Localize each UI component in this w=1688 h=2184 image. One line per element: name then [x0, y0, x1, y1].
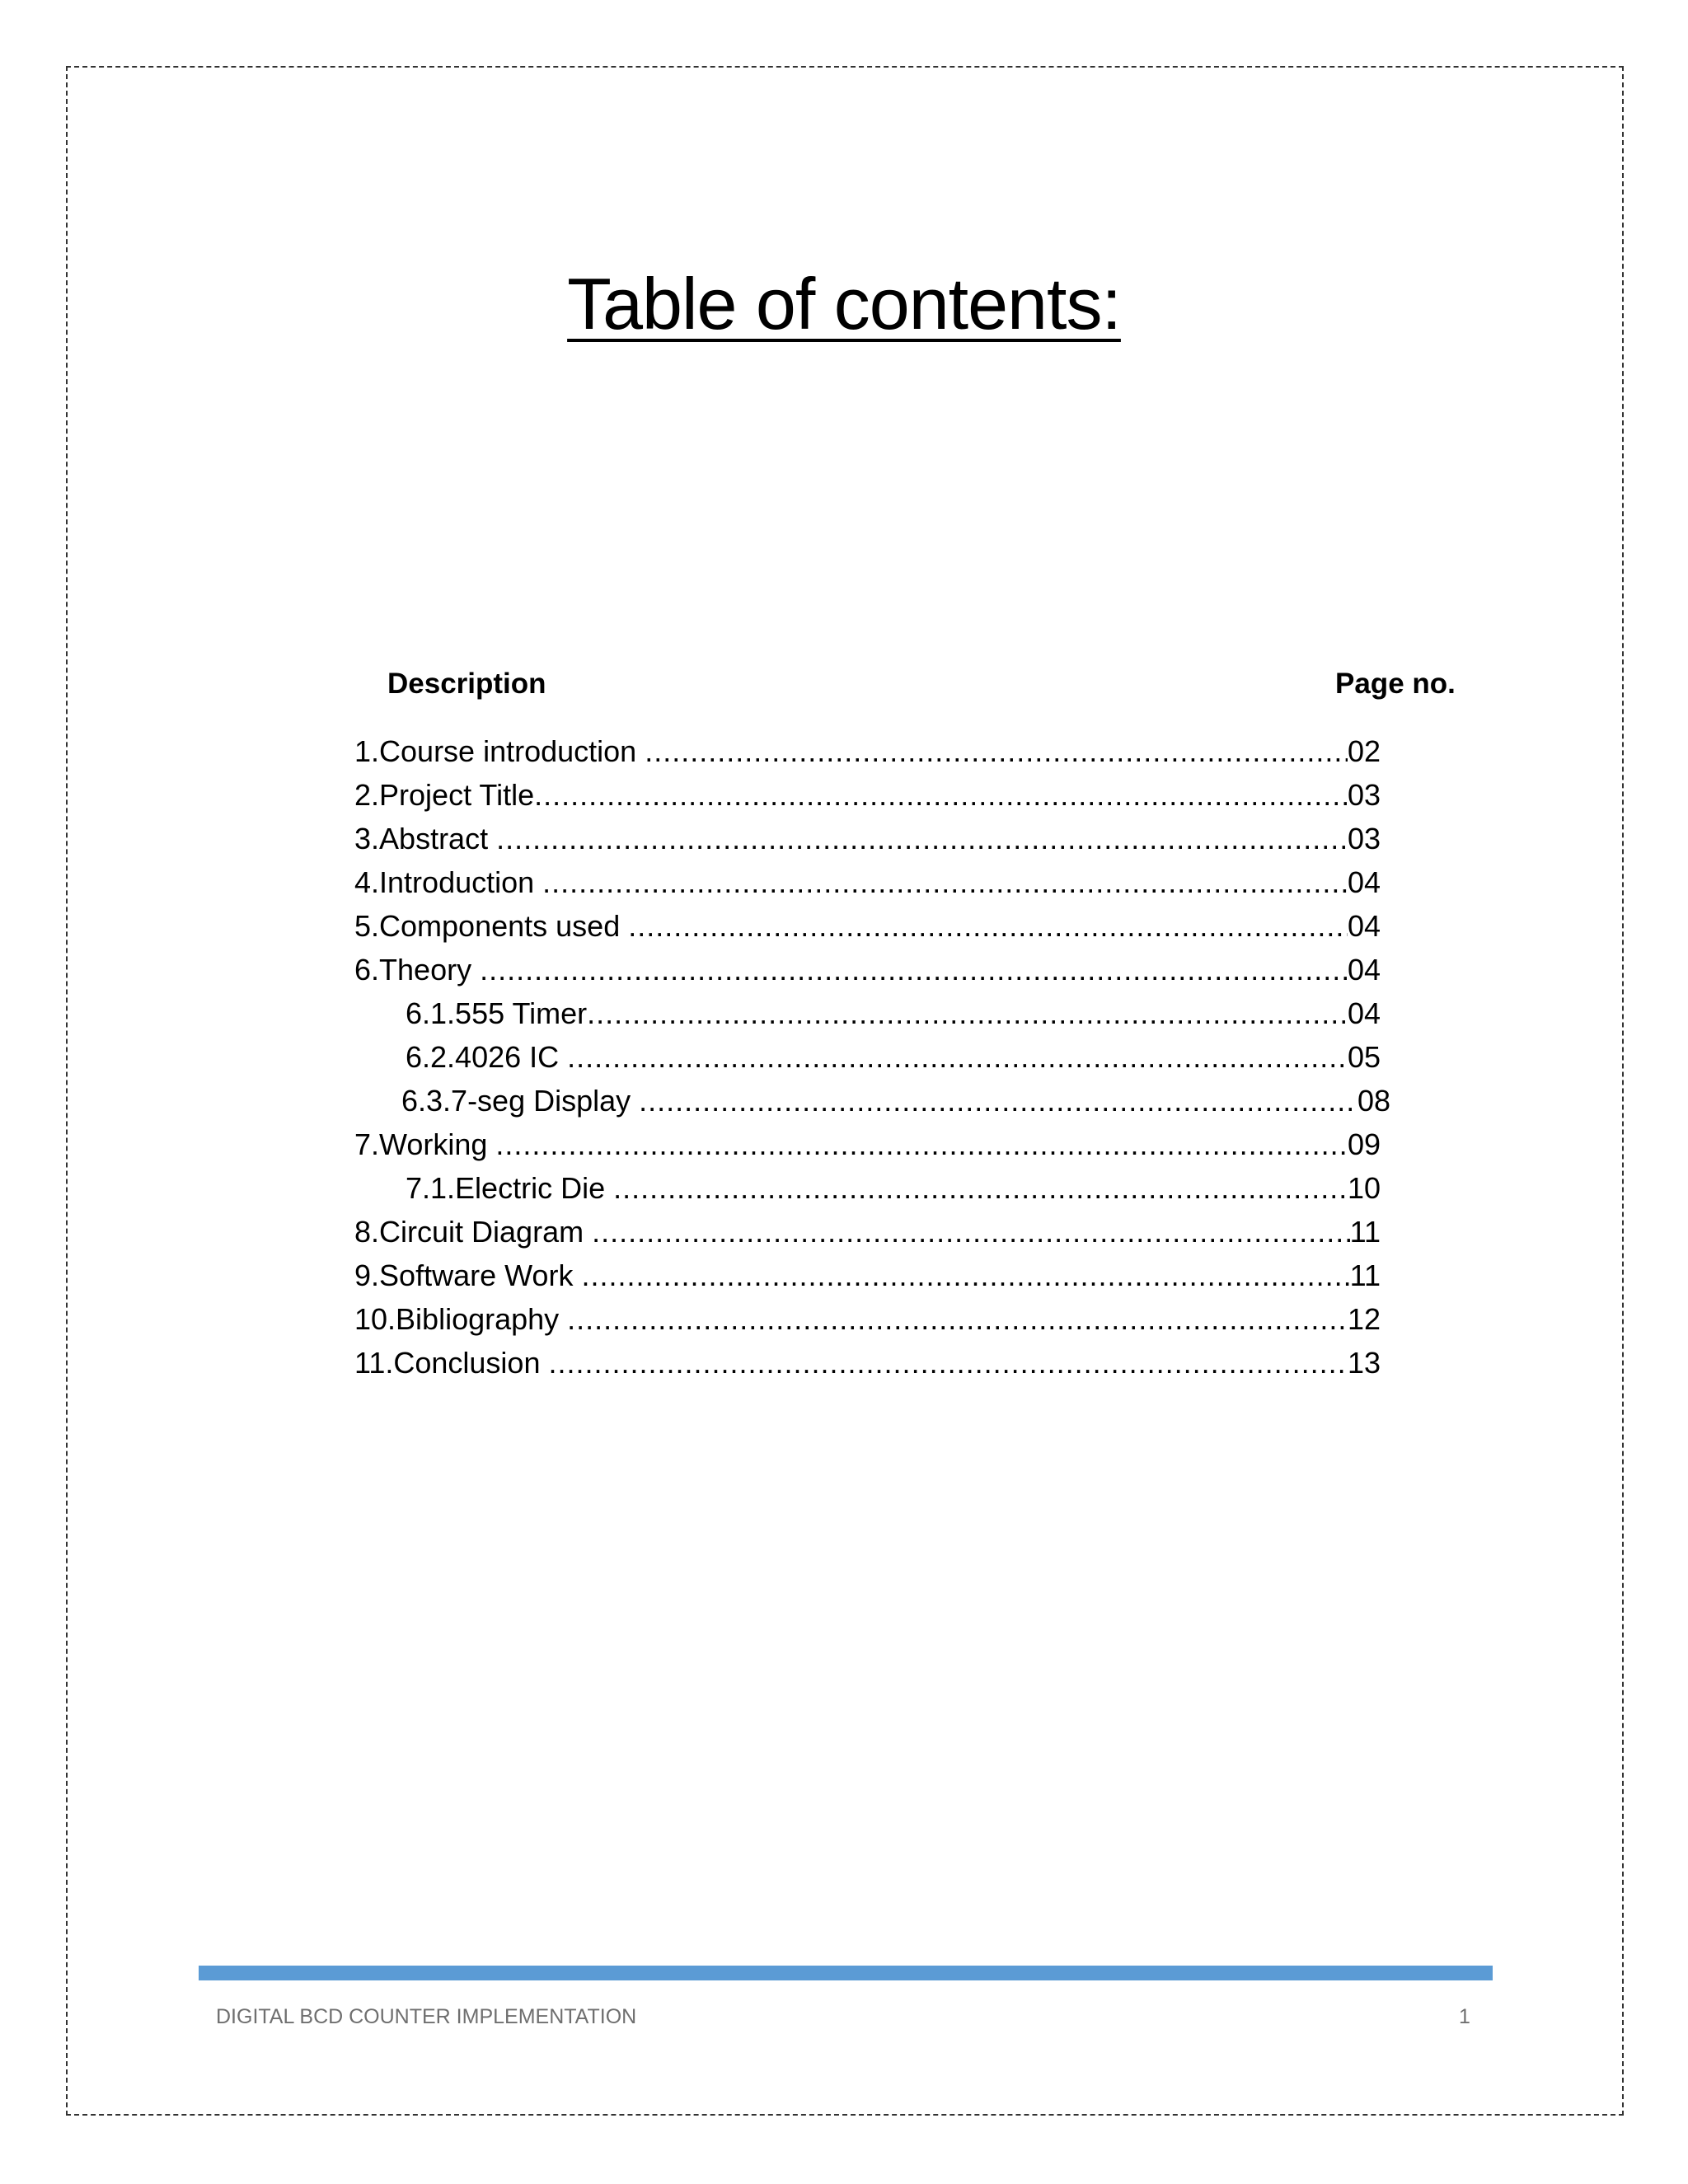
toc-entry[interactable] — [354, 950, 1381, 990]
toc-entry[interactable] — [406, 1169, 1381, 1208]
toc-entry[interactable] — [354, 1300, 1381, 1339]
toc-entry-label: Introduction — [379, 865, 535, 899]
toc-entry-label: Theory — [379, 953, 472, 987]
toc-entry-number: 4. — [354, 865, 380, 899]
toc-entry-number: 7. — [354, 1127, 380, 1161]
toc-entry-number: 5. — [354, 909, 380, 943]
toc-entry-number: 6.3. — [401, 1084, 452, 1118]
leader-dots — [587, 994, 1348, 1033]
toc-entry-label: Electric Die — [455, 1171, 606, 1205]
toc-entry[interactable] — [354, 1125, 1381, 1165]
toc-entry[interactable] — [354, 907, 1381, 946]
footer-bar — [199, 1966, 1493, 1980]
toc-entry-page: 03 — [1347, 822, 1381, 855]
toc-entry-label: Bibliography — [396, 1302, 560, 1336]
leader-dots — [542, 863, 1348, 902]
toc-entry-number: 2. — [354, 778, 380, 812]
footer-page-number: 1 — [1459, 2005, 1470, 2028]
leader-dots — [613, 1169, 1348, 1208]
toc-entry-page: 11 — [1349, 1215, 1381, 1249]
toc-entry-label: Components used — [379, 909, 621, 943]
leader-dots — [567, 1038, 1348, 1077]
leader-dots — [534, 776, 1348, 815]
toc-entry-label: Conclusion — [393, 1346, 541, 1380]
leader-dots — [548, 1343, 1347, 1383]
toc-entry-number: 6.2. — [406, 1040, 456, 1074]
leader-dots — [639, 1081, 1357, 1121]
toc-entry-label: 7-seg Display — [451, 1084, 631, 1118]
toc-entry[interactable] — [354, 1212, 1381, 1252]
toc-entry-number: 9. — [354, 1258, 380, 1292]
toc-entry[interactable] — [354, 819, 1381, 859]
description-header: Description — [387, 668, 546, 700]
toc-entry[interactable] — [354, 1256, 1381, 1296]
leader-dots — [480, 950, 1348, 990]
page-number-header: Page no. — [1335, 668, 1456, 700]
toc-entry[interactable] — [406, 994, 1381, 1033]
leader-dots — [581, 1256, 1349, 1296]
toc-entry-page: 13 — [1347, 1346, 1381, 1380]
toc-entry-page: 10 — [1347, 1171, 1381, 1205]
leader-dots — [628, 907, 1348, 946]
toc-entry-number: 6. — [354, 953, 380, 987]
toc-entry-page: 04 — [1347, 865, 1381, 899]
leader-dots — [495, 1125, 1348, 1165]
toc-entry-label: Working — [379, 1127, 488, 1161]
toc-entry-label: Course introduction — [379, 734, 637, 768]
toc-entry[interactable] — [354, 776, 1381, 815]
toc-entry-page: 04 — [1347, 996, 1381, 1030]
leader-dots — [645, 732, 1348, 771]
toc-entry-page: 02 — [1347, 734, 1381, 768]
leader-dots — [496, 819, 1348, 859]
toc-entry-label: Abstract — [379, 822, 489, 855]
toc-entry-page: 12 — [1347, 1302, 1381, 1336]
toc-entry-number: 8. — [354, 1215, 380, 1249]
toc-entry-page: 11 — [1349, 1258, 1381, 1292]
leader-dots — [567, 1300, 1348, 1339]
toc-entry-label: Circuit Diagram — [379, 1215, 584, 1249]
leader-dots — [592, 1212, 1350, 1252]
toc-entry-page: 05 — [1347, 1040, 1381, 1074]
toc-entry-number: 6.1. — [406, 996, 456, 1030]
toc-entry-page: 09 — [1347, 1127, 1381, 1161]
toc-entry-label: 4026 IC — [455, 1040, 560, 1074]
toc-entry[interactable] — [401, 1081, 1390, 1121]
toc-entry-page: 04 — [1347, 953, 1381, 987]
toc-entry-number: 3. — [354, 822, 380, 855]
toc-entry[interactable] — [354, 863, 1381, 902]
toc-entry-label: 555 Timer — [455, 996, 588, 1030]
toc-entry-label: Project Title — [379, 778, 535, 812]
toc-entry-number: 7.1. — [406, 1171, 456, 1205]
toc-entry-page: 04 — [1347, 909, 1381, 943]
footer-title: DIGITAL BCD COUNTER IMPLEMENTATION — [216, 2005, 637, 2028]
toc-entry-label: Software Work — [379, 1258, 574, 1292]
toc-entry[interactable] — [354, 1343, 1381, 1383]
toc-entry[interactable] — [406, 1038, 1381, 1077]
toc-entry-page: 03 — [1347, 778, 1381, 812]
toc-entry-number: 10. — [354, 1302, 396, 1336]
toc-entry[interactable] — [354, 732, 1381, 771]
toc-entry-page: 08 — [1357, 1084, 1390, 1118]
toc-entry-number: 11. — [354, 1346, 394, 1380]
toc-entry-number: 1. — [354, 734, 380, 768]
page-title: Table of contents: — [567, 263, 1121, 344]
